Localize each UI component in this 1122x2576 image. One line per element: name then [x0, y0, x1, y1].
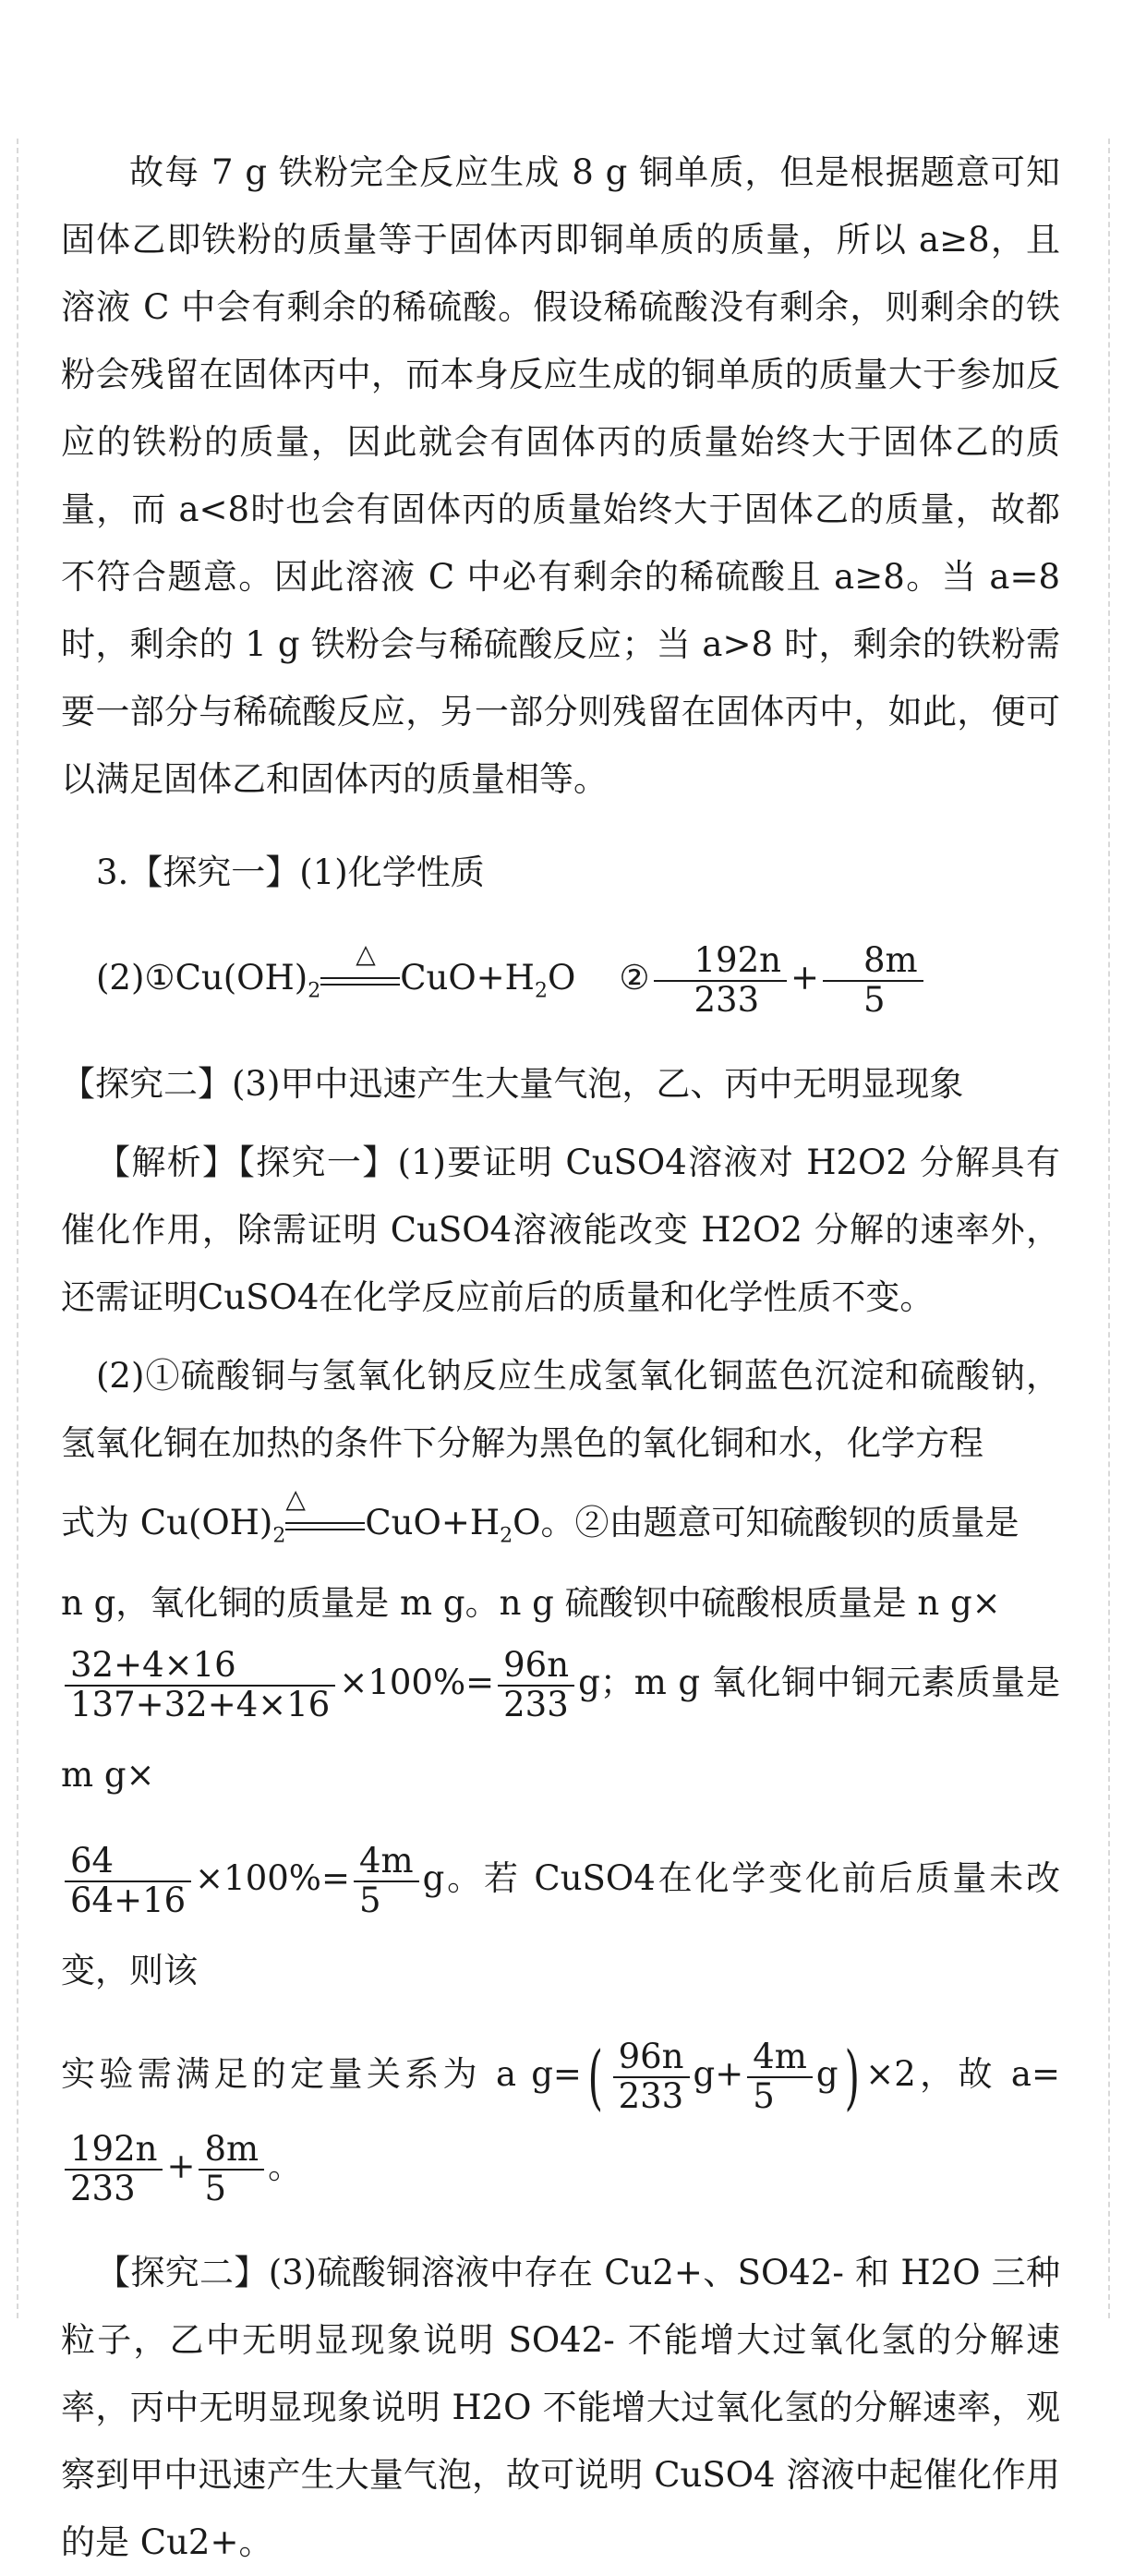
- paragraph-iron-analysis: 故每 7 g 铁粉完全反应生成 8 g 铜单质，但是根据题意可知固体乙即铁粉的质量等于固体丙即铜单质的质量，所以 a≥8，且溶液 C 中会有剩余的稀硫酸。假设稀硫酸没有剩余，则剩余的铁粉会残留在固体丙中，而本身反应生成的铜单质的质量大于参加反应的铁粉的质量，因此就会有固体丙的质量始终大于固体乙的质量，而 a<8时也会有固体丙的质量始终大于固体乙的质量，故都不符合题意。因此溶液 C 中必有剩余的稀硫酸且 a≥8。当 a=8 时，剩余的 1 g 铁粉会与稀硫酸反应；当 a>8 时，剩余的铁粉需要一部分与稀硫酸反应，另一部分则残留在固体丙中，如此，便可以满足固体乙和固体丙的质量相等。: [61, 152, 1060, 799]
- analysis-2-relation: 实验需满足的定量关系为 a g=( $\frac{96n}{233}$ g+ $\frac{4m}{5}$ g) ×2，故 a= $\frac{192n}{233}$ + $\frac{8m}{5}$ 。: [61, 2035, 1060, 2208]
- fraction-4m-5: $\frac{4m}{5}$: [747, 2038, 813, 2115]
- heat-triangle-icon: △: [285, 1482, 306, 1514]
- answer-2-equation: $(2)①Cu(OH)_2$ △ $CuO+H_2O$ ② $\frac{192n}{233}$ + $\frac{8m}{5}$: [61, 932, 1060, 1024]
- analysis-2-mass-line: n g，氧化铜的质量是 m g。n g 硫酸钡中硫酸根质量是 n g×: [61, 1583, 1001, 1623]
- fraction-64: $\frac{64}{64+16}$: [65, 1843, 191, 1919]
- fraction-4m-5: $\frac{4m}{5}$: [354, 1843, 419, 1919]
- fraction-96n-233: $\frac{96n}{233}$: [498, 1647, 574, 1723]
- fraction-sulfate: $\frac{32+4\times 16}{137+32+4\times 16}$: [65, 1647, 335, 1723]
- heat-triangle-icon: △: [356, 937, 376, 969]
- fraction-8m-5: $\frac{8m}{5}$: [823, 942, 923, 1019]
- analysis-explore1: 【解析】【探究一】(1)要证明 CuSO4溶液对 H2O2 分解具有催化作用，除需证明 CuSO4溶液能改变 H2O2 分解的速率外，还需证明CuSO4在化学反应前后的质量和化学性质不变。: [61, 1143, 1060, 1317]
- analysis-2-copper-calc: $\frac{64}{64+16}$ ×100%= $\frac{4m}{5}$ g。若 CuSO4在化学变化前后质量未改变，则该: [61, 1840, 1060, 1990]
- analysis-2-text: (2)①硫酸铜与氢氧化钠反应生成氢氧化铜蓝色沉淀和硫酸钠，氢氧化铜在加热的条件下分解为黑色的氧化铜和水，化学方程: [61, 1356, 1060, 1463]
- fraction-8m-5: $\frac{8m}{5}$: [199, 2131, 264, 2207]
- right-dashed-margin: [1108, 139, 1110, 2318]
- answer-3-title: 3.【探究一】(1)化学性质: [96, 853, 485, 892]
- answer-3-explore2: 【探究二】(3)甲中迅速产生大量气泡，乙、丙中无明显现象: [61, 1064, 964, 1104]
- analysis-explore2: 【探究二】(3)硫酸铜溶液中存在 Cu2+、SO42- 和 H2O 三种粒子，乙中无明显现象说明 SO42- 不能增大过氧化氢的分解速率，丙中无明显现象说明 H2O 不能增大过氧化氢的分解速率，观察到甲中迅速产生大量气泡，故可说明 CuSO4 溶液中起催化作用的是 Cu2+。: [61, 2253, 1060, 2562]
- fraction-96n-233: $\frac{96n}{233}$: [613, 2038, 690, 2115]
- analysis-2-equation-line: 式为 $Cu(OH)_2$ △ $CuO+H_2O$。②由题意可知硫酸钡的质量是: [61, 1482, 1019, 1548]
- analysis-2-sulfate-calc: $\frac{32+4\times 16}{137+32+4\times 16}$ ×100%= $\frac{96n}{233}$ g；m g 氧化铜中铜元素质量是 m g×: [61, 1644, 1060, 1795]
- document-page: [61, 139, 1060, 2576]
- fraction-192n-233: $\frac{192n}{233}$: [654, 942, 787, 1019]
- fraction-192n-233: $\frac{192n}{233}$: [65, 2131, 163, 2207]
- left-dashed-margin: [17, 139, 18, 2318]
